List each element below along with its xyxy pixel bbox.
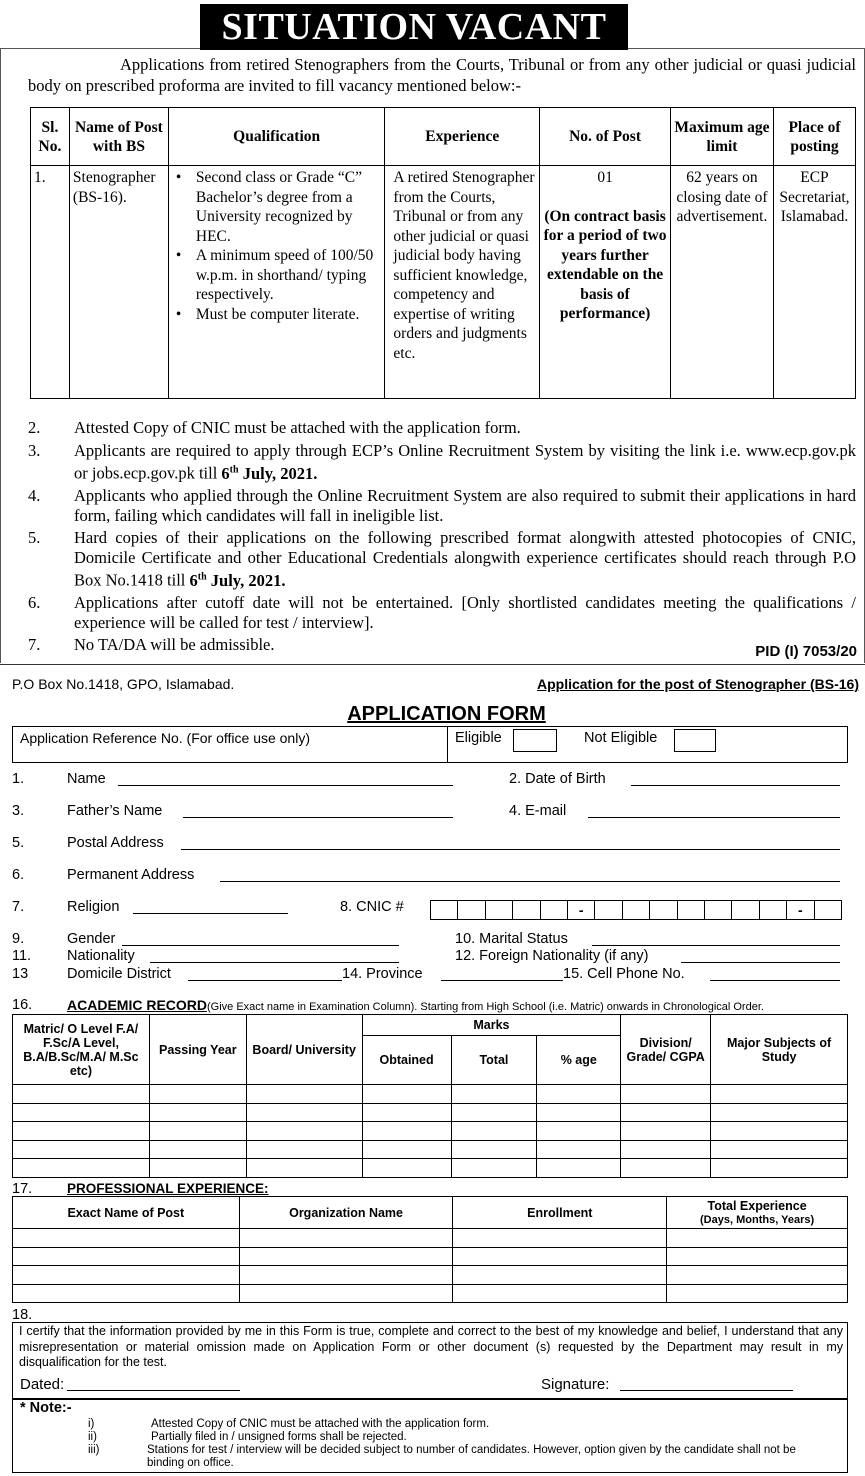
form-title: APPLICATION FORM (347, 703, 546, 725)
cnic-digit-box[interactable] (759, 900, 787, 920)
professional-row[interactable] (13, 1247, 848, 1266)
domicile-label: Domicile District (67, 966, 171, 982)
item-number: 3. (28, 440, 41, 460)
cell-qualification (168, 166, 385, 399)
professional-col-org: Organization Name (239, 1197, 453, 1229)
field-number: 7. (12, 899, 25, 915)
cell-age-limit: 62 years on closing date of advertisement. (670, 166, 773, 399)
academic-col-marks: Marks (362, 1015, 621, 1036)
not-eligible-checkbox[interactable] (674, 729, 716, 752)
dob-label: 2. Date of Birth (509, 771, 606, 787)
item-text: No TA/DA will be admissible. (74, 635, 275, 654)
qualification-item: • Second class or Grade “C” Bachelor’s degree from a University recognized by HEC. (172, 168, 382, 246)
professional-col-post: Exact Name of Post (13, 1197, 240, 1229)
domicile-field[interactable] (188, 980, 342, 981)
contract-note: (On contract basis for a period of two years further extendable on the basis of performance) (543, 207, 667, 322)
province-field[interactable] (441, 980, 563, 981)
nationality-label: Nationality (67, 948, 135, 964)
certification-text: I certify that the information provided by me in this Form is true, complete and correct to the best of my knowledge and belief, I understand that any misrepresentation or material omission made on Application Form or other document (s) requested by the Department may result in my disqualification for the test. (19, 1324, 843, 1369)
col-age-limit: Maximum age limit (670, 108, 773, 166)
field-number: 16. (12, 997, 33, 1013)
cnic-digit-box[interactable] (512, 900, 540, 920)
post-count: 01 (597, 169, 613, 186)
cnic-digit-box[interactable] (485, 900, 513, 920)
pid-number: PID (I) 7053/20 (755, 643, 857, 660)
professional-title: PROFESSIONAL EXPERIENCE: (67, 1181, 269, 1196)
marital-status-label: 10. Marital Status (455, 931, 568, 947)
vacancy-row (31, 166, 856, 399)
name-field[interactable] (118, 785, 453, 786)
deadline-rest: July, 2021. (238, 463, 318, 483)
signature-label: Signature: (541, 1376, 610, 1393)
item-number: 4. (28, 486, 41, 505)
cell-phone-label: 15. Cell Phone No. (563, 966, 685, 982)
cnic-digit-box[interactable] (457, 900, 485, 920)
father-name-field[interactable] (183, 817, 453, 818)
permanent-address-label: Permanent Address (67, 867, 195, 883)
instruction-item (28, 418, 856, 438)
academic-col-subjects: Major Subjects of Study (711, 1015, 848, 1085)
academic-col-total: Total (451, 1036, 537, 1085)
item-text: Applications after cutoff date will not be entertained. [Only shortlisted candidates meeting the qualifications / experience will be called for test / interview]. (74, 593, 856, 632)
permanent-address-field[interactable] (220, 881, 840, 882)
academic-table (12, 1014, 848, 1178)
province-label: 14. Province (342, 966, 423, 982)
instruction-item (28, 441, 856, 484)
email-field[interactable] (588, 817, 840, 818)
deadline-rest: July, 2021. (206, 570, 286, 590)
col-post-name: Name of Post with BS (69, 108, 168, 166)
cnic-label: 8. CNIC # (340, 899, 404, 915)
section-divider (0, 664, 865, 665)
field-number: 1. (12, 771, 25, 787)
item-text: Hard copies of their applications on the following prescribed format alongwith attested photocopies of CNIC, Domicile Certificate and other Educational Credentials alongwith experience certificates should reach through P.O Box No.1418 till (74, 528, 856, 590)
note-text: Attested Copy of CNIC must be attached with the application form. (151, 1418, 490, 1430)
item-text: Attested Copy of CNIC must be attached with the application form. (74, 418, 521, 437)
religion-label: Religion (67, 899, 120, 915)
item-text: Applicants who applied through the Online Recruitment System are also required to submit their applications in hard form, failing which candidates will fall in ineligible list. (74, 486, 856, 525)
professional-row[interactable] (13, 1266, 848, 1285)
professional-table (12, 1196, 848, 1303)
email-label: 4. E-mail (509, 803, 567, 819)
professional-col-total (667, 1197, 848, 1229)
col-place: Place of posting (773, 108, 855, 166)
field-number: 11. (12, 948, 32, 964)
field-number: 17. (12, 1181, 33, 1197)
not-eligible-label: Not Eligible (584, 730, 658, 746)
professional-row[interactable] (13, 1284, 848, 1303)
cnic-digit-box[interactable] (704, 900, 732, 920)
gender-label: Gender (67, 931, 116, 947)
academic-row[interactable] (13, 1159, 848, 1178)
academic-col-exam: Matric/ O Level F.A/ F.Sc/A Level, B.A/B.Sc/M.A/ M.Sc etc) (13, 1015, 150, 1085)
cnic-digit-box[interactable] (649, 900, 677, 920)
item-text: Applicants are required to apply through ECP’s Online Recruitment System by visiting the link i.e. www.ecp.gov.pk or jobs.ecp.gov.pk till (74, 440, 856, 483)
signature-field[interactable] (620, 1390, 793, 1391)
field-number: 9. (12, 931, 25, 947)
item-number: 7. (28, 635, 41, 654)
deadline-day: 6 (221, 463, 230, 483)
item-number: 2. (28, 418, 41, 437)
qualification-item: • Must be computer literate. (172, 305, 382, 325)
cell-post: Stenographer (BS-16). (69, 166, 168, 399)
academic-row[interactable] (13, 1140, 848, 1159)
qualification-item: • A minimum speed of 100/50 w.p.m. in shorthand/ typing respectively. (172, 246, 382, 305)
total-experience-label: Total Experience (707, 1198, 807, 1213)
instruction-item (28, 635, 856, 655)
intro-paragraph: Applications from retired Stenographers from the Courts, Tribunal or from any other judicial or quasi judicial body on prescribed proforma are invited to fill vacancy mentioned below:- (28, 55, 856, 95)
foreign-nationality-label: 12. Foreign Nationality (if any) (455, 948, 649, 964)
foreign-nationality-field[interactable] (681, 962, 840, 963)
field-number: 3. (12, 803, 25, 819)
note-number: ii) (88, 1431, 97, 1443)
dob-field[interactable] (631, 785, 840, 786)
instructions-list (28, 418, 856, 658)
field-number: 18. (12, 1307, 33, 1323)
post-title: Application for the post of Stenographer (BS-16) (536, 676, 859, 692)
nationality-field[interactable] (150, 962, 399, 963)
academic-title: ACADEMIC RECORD (67, 997, 207, 1013)
situation-vacant-banner: SITUATION VACANT (200, 4, 628, 50)
po-box-address: P.O Box No.1418, GPO, Islamabad. (12, 676, 235, 692)
cnic-digit-box[interactable] (430, 900, 458, 920)
instruction-item (28, 486, 856, 525)
field-number: 5. (12, 835, 25, 851)
eligible-checkbox[interactable] (513, 729, 557, 752)
dated-label: Dated: (20, 1376, 65, 1393)
ref-label: Application Reference No. (For office use only) (20, 730, 310, 746)
total-experience-sub: (Days, Months, Years) (700, 1213, 815, 1226)
professional-row[interactable] (13, 1229, 848, 1248)
vacancy-table-header (31, 108, 856, 166)
professional-col-enroll: Enrollment (453, 1197, 667, 1229)
note-text: Stations for test / interview will be decided subject to number of candidates. However, option given by the candidate shall not be binding on office. (147, 1444, 796, 1469)
name-label: Name (67, 771, 106, 787)
vacancy-table (30, 107, 856, 399)
postal-address-label: Postal Address (67, 835, 164, 851)
academic-col-division: Division/ Grade/ CGPA (621, 1015, 711, 1085)
dated-field[interactable] (67, 1390, 240, 1391)
cell-sl: 1. (31, 166, 70, 399)
note-text: Partially filed in / unsigned forms shall be rejected. (151, 1431, 407, 1443)
note-number: iii) (88, 1444, 100, 1456)
notes-title: * Note:- (20, 1400, 72, 1416)
col-sl-no: Sl. No. (31, 108, 70, 166)
item-number: 5. (28, 528, 41, 547)
cnic-digit-box[interactable] (622, 900, 650, 920)
academic-col-year: Passing Year (149, 1015, 246, 1085)
col-qualification: Qualification (168, 108, 385, 166)
academic-note: (Give Exact name in Examination Column). Starting from High School (i.e. Matric) onwards in Chronological Order. (207, 1001, 764, 1013)
academic-col-board: Board/ University (246, 1015, 362, 1085)
academic-row[interactable] (13, 1122, 848, 1141)
instruction-item (28, 593, 856, 632)
field-number: 13 (12, 966, 29, 982)
field-number: 6. (12, 867, 25, 883)
deadline-suffix: th (229, 464, 239, 475)
instruction-item (28, 528, 856, 590)
academic-row[interactable] (13, 1085, 848, 1104)
cell-experience: A retired Stenographer from the Courts, Tribunal or from any other judicial or quasi judicial body having sufficient knowledge, competency and expertise of writing orders and judgments etc. (385, 166, 540, 399)
marital-status-field[interactable] (592, 945, 840, 946)
cnic-separator: - (786, 900, 814, 920)
cnic-digit-box[interactable] (540, 900, 568, 920)
gender-field[interactable] (122, 945, 399, 946)
col-experience: Experience (385, 108, 540, 166)
cnic-digit-box[interactable] (731, 900, 759, 920)
cell-no-of-post (540, 166, 671, 399)
religion-field[interactable] (133, 913, 288, 914)
cell-place: ECP Secretariat, Islamabad. (773, 166, 855, 399)
cell-phone-field[interactable] (710, 980, 840, 981)
deadline-suffix: th (197, 571, 207, 582)
postal-address-field[interactable] (181, 849, 840, 850)
deadline-day: 6 (189, 570, 198, 590)
note-number: i) (88, 1418, 95, 1430)
item-number: 6. (28, 593, 41, 612)
cnic-separator: - (567, 900, 595, 920)
cnic-digit-box[interactable] (594, 900, 622, 920)
father-name-label: Father’s Name (67, 803, 163, 819)
academic-col-percent: % age (537, 1036, 621, 1085)
academic-col-obtained: Obtained (362, 1036, 451, 1085)
col-no-of-post: No. of Post (540, 108, 671, 166)
eligible-label: Eligible (455, 730, 502, 746)
office-use-separator (447, 726, 448, 763)
cnic-digit-box[interactable] (677, 900, 705, 920)
cnic-digit-box[interactable] (814, 900, 842, 920)
academic-row[interactable] (13, 1103, 848, 1122)
